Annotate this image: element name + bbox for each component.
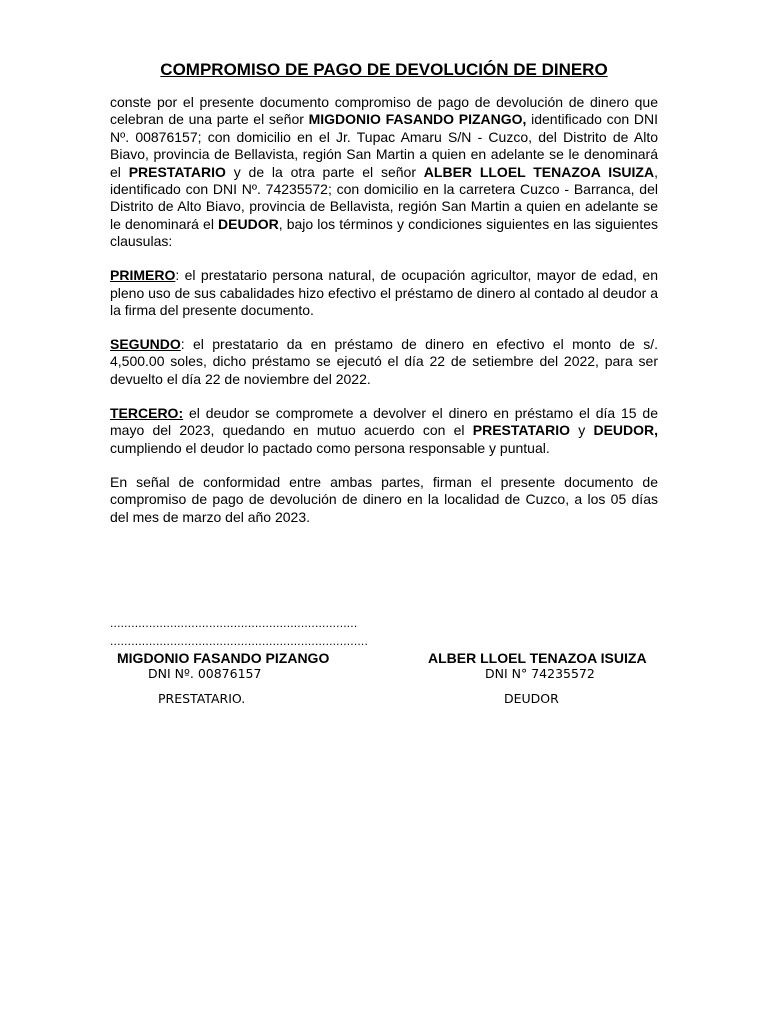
- document-title: COMPROMISO DE PAGO DE DEVOLUCIÓN DE DINERO: [160, 60, 608, 79]
- text-run: conste por el presente documento compromiso de pago de devolución de dinero que celebran de una parte el señor: [110, 94, 658, 128]
- bold-text: MIGDONIO FASANDO PIZANGO,: [308, 111, 527, 128]
- paragraph: [110, 336, 658, 388]
- clause-label: PRIMERO: [110, 267, 176, 284]
- borrower-name: ALBER LLOEL TENAZOA ISUIZA: [428, 650, 647, 666]
- bold-text: ALBER LLOEL TENAZOA ISUIZA: [423, 163, 655, 180]
- text-run: el deudor se compromete a devolver el dinero en préstamo el día 15 de mayo del 2023, quedando en mutuo acuerdo con el: [110, 404, 658, 439]
- text-run: : el prestatario persona natural, de ocupación agricultor, mayor de edad, en pleno uso de sus cabalidades hizo efectivo el préstamo de dinero al contado al deudor a la firma del presente documento.: [110, 267, 658, 319]
- text-run: , bajo los términos y condiciones siguientes en las siguientes clausulas:: [110, 215, 658, 250]
- text-run: En señal de conformidad entre ambas partes, firman el presente documento de compromiso de pago de devolución de dinero en la localidad de Cuzco, a los 05 días del mes de marzo del año 2023.: [110, 473, 658, 525]
- paragraph: [110, 405, 658, 457]
- bold-text: PRESTATARIO: [128, 163, 226, 180]
- paragraph: [110, 267, 658, 319]
- borrower-role: DEUDOR: [504, 691, 559, 706]
- paragraph: [110, 94, 658, 251]
- bold-text: DEUDOR,: [593, 422, 659, 439]
- signature-line: ......................................................................: [110, 616, 358, 630]
- paragraph: [110, 474, 658, 526]
- signature-line: .........................................................................: [110, 634, 368, 648]
- text-run: : el prestatario da en préstamo de dinero en efectivo el monto de s/. 4,500.00 soles, dicho préstamo se ejecutó el día 22 de setiembre del 2022, para ser devuelto el día 22 de noviembre del 2022.: [110, 336, 658, 387]
- lender-dni: DNI Nº. 00876157: [148, 666, 262, 681]
- text-run: cumpliendo el deudor lo pactado como persona responsable y puntual.: [110, 439, 550, 456]
- text-run: , identificado con DNI Nº. 74235572; con domicilio en la carretera Cuzco - Barranca, del Distrito de Alto Biavo, provincia de Bellavista, región San Martin a quien en adelante se le denominará el: [110, 163, 658, 232]
- bold-text: DEUDOR: [218, 215, 279, 232]
- lender-role: PRESTATARIO.: [158, 691, 246, 706]
- text-run: y de la otra parte el señor: [225, 163, 424, 180]
- text-run: identificado con DNI Nº. 00876157; con domicilio en el Jr. Tupac Amaru S/N - Cuzco, del Distrito de Alto Biavo, provincia de Bellavista, región San Martin a quien en adelante se le denominará el: [110, 111, 658, 180]
- borrower-dni: DNI N° 74235572: [485, 666, 595, 681]
- bold-text: PRESTATARIO: [472, 422, 570, 439]
- clause-label: TERCERO:: [110, 404, 184, 421]
- lender-name: MIGDONIO FASANDO PIZANGO: [117, 650, 330, 666]
- text-run: y: [570, 422, 594, 439]
- clause-label: SEGUNDO: [110, 336, 181, 353]
- document-body: [110, 94, 658, 543]
